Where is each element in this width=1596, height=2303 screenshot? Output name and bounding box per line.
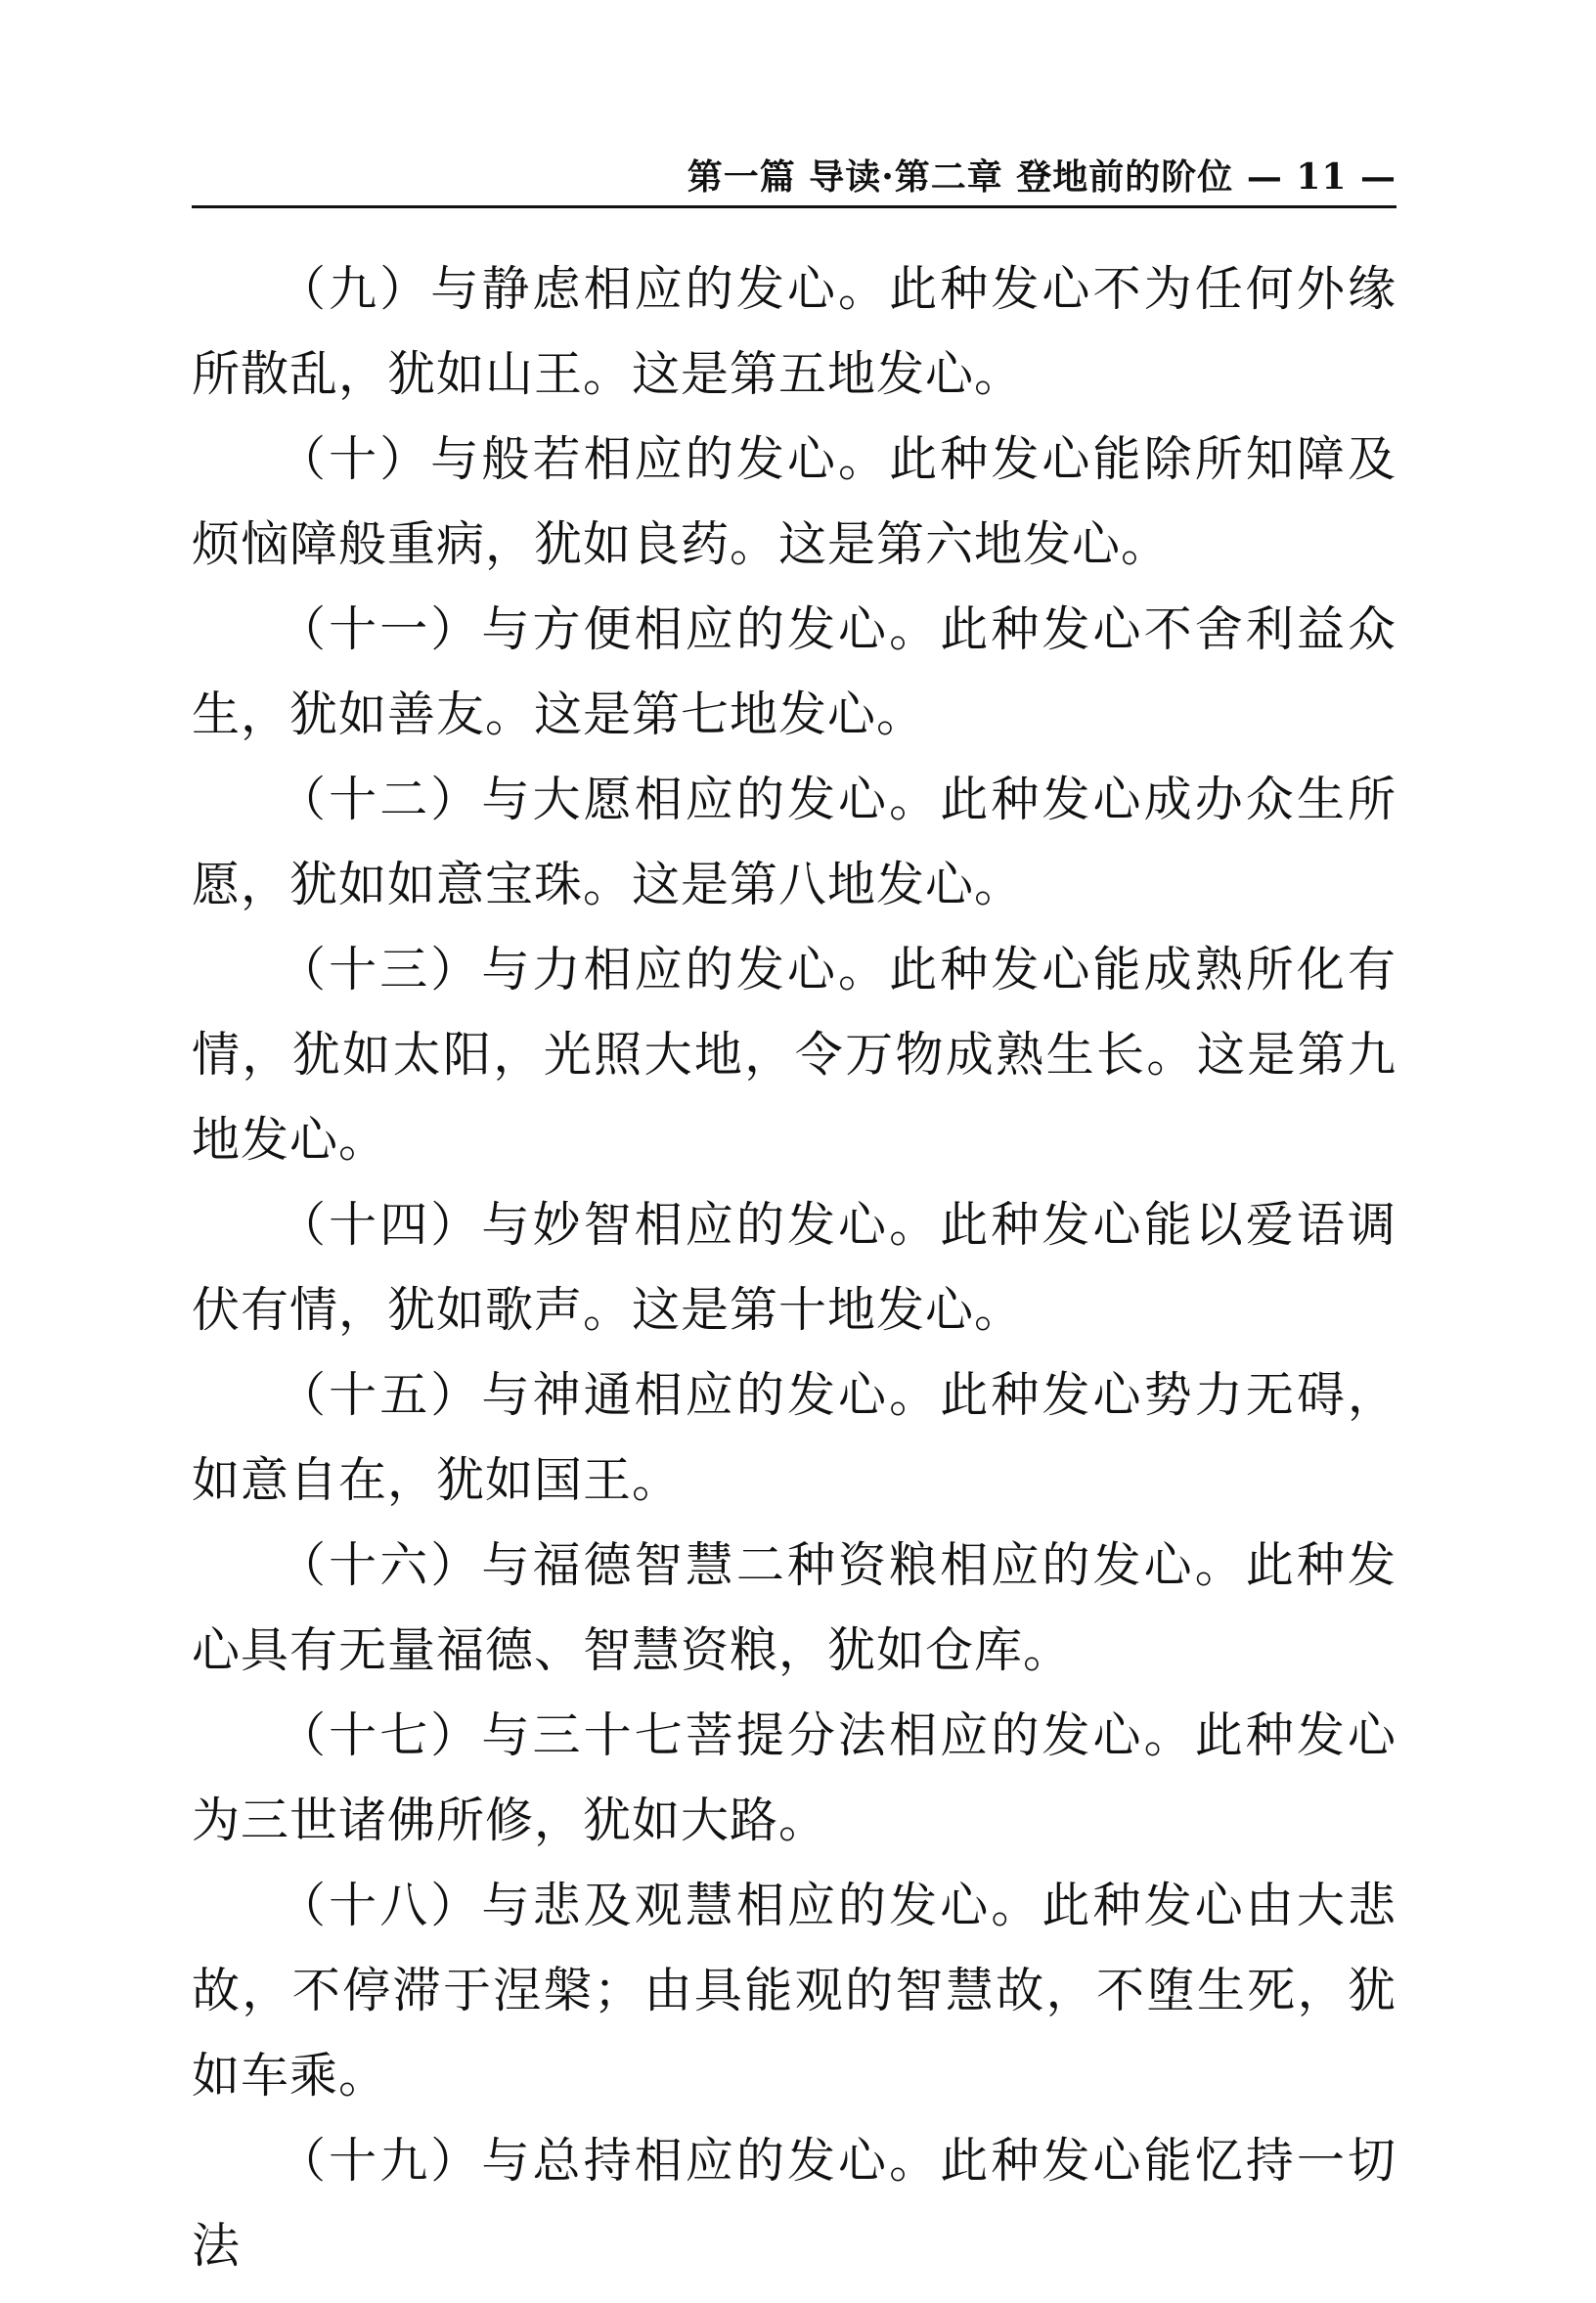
paragraph: （十八）与悲及观慧相应的发心。此种发心由大悲故，不停滞于涅槃；由具能观的智慧故，不堕生死，犹如车乘。 <box>192 1878 1396 2104</box>
page-body <box>192 246 1396 2288</box>
paragraph: （九）与静虑相应的发心。此种发心不为任何外缘所散乱，犹如山王。这是第五地发心。 <box>192 261 1396 402</box>
paragraph: （十六）与福德智慧二种资粮相应的发心。此种发心具有无量福德、智慧资粮，犹如仓库。 <box>192 1537 1396 1678</box>
paragraph: （十九）与总持相应的发心。此种发心能忆持一切法 <box>192 2133 1396 2274</box>
running-header-title: 第一篇 导读·第二章 登地前的阶位 — 11 — <box>687 156 1396 198</box>
running-header <box>192 149 1396 208</box>
paragraph: （十四）与妙智相应的发心。此种发心能以爱语调伏有情，犹如歌声。这是第十地发心。 <box>192 1197 1396 1338</box>
paragraph: （十七）与三十七菩提分法相应的发心。此种发心为三世诸佛所修，犹如大路。 <box>192 1707 1396 1848</box>
paragraph: （十一）与方便相应的发心。此种发心不舍利益众生，犹如善友。这是第七地发心。 <box>192 601 1396 742</box>
paragraph: （十五）与神通相应的发心。此种发心势力无碍，如意自在，犹如国王。 <box>192 1367 1396 1508</box>
paragraph: （十）与般若相应的发心。此种发心能除所知障及烦恼障般重病，犹如良药。这是第六地发心。 <box>192 431 1396 572</box>
paragraph: （十二）与大愿相应的发心。此种发心成办众生所愿，犹如如意宝珠。这是第八地发心。 <box>192 772 1396 912</box>
paragraph: （十三）与力相应的发心。此种发心能成熟所化有情，犹如太阳，光照大地，令万物成熟生长。这是第九地发心。 <box>192 942 1396 1168</box>
